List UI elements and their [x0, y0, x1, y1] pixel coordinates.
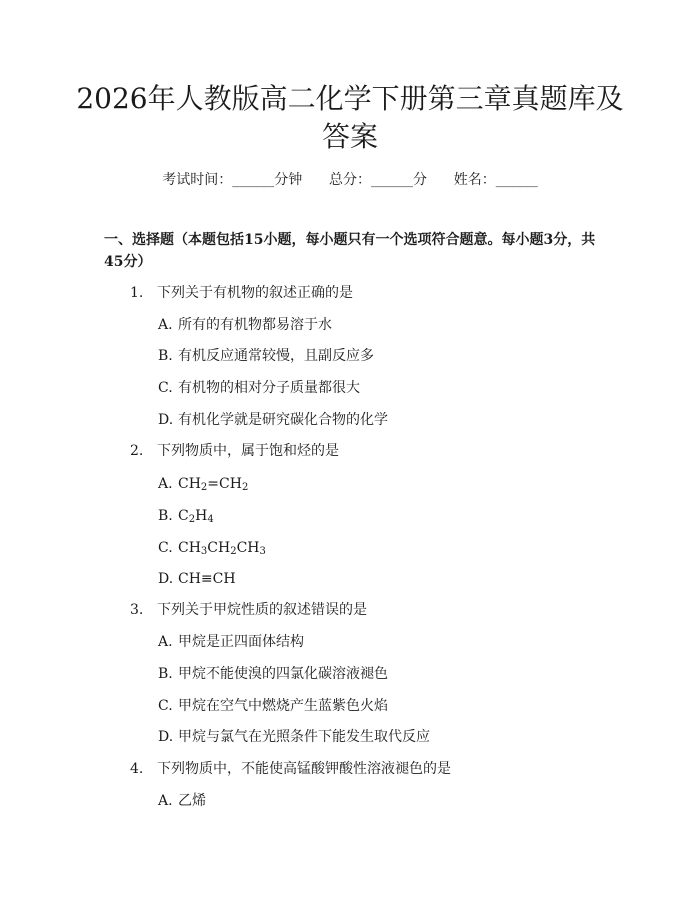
question-4-option-a [158, 791, 608, 811]
question-3-option-a [158, 632, 608, 652]
question-number: 3. [130, 602, 144, 618]
option-letter: C. [158, 380, 173, 396]
question-1-option-a [158, 315, 608, 335]
formula-subscript: 2 [188, 514, 196, 525]
option-text: 有机化学就是研究碳化合物的化学 [178, 412, 388, 428]
formula-subscript: 2 [230, 546, 237, 557]
question-3-option-d [158, 727, 608, 747]
formula-text: CH [236, 540, 260, 556]
question-2-option-b [158, 506, 608, 526]
question-stem: 下列物质中，不能使高锰酸钾酸性溶液褪色的是 [157, 761, 451, 777]
option-letter: D. [158, 729, 174, 745]
option-letter: B. [158, 348, 173, 364]
formula-text: CH [178, 476, 201, 492]
question-number: 4. [130, 761, 144, 777]
option-formula [178, 476, 248, 492]
formula-text: H [195, 508, 208, 524]
formula-subscript: 2 [241, 482, 249, 493]
question-2-option-d [158, 569, 608, 589]
formula-text: CH≡CH [178, 571, 236, 587]
exam-meta-line: 考试时间：______分钟 总分：______分 姓名：______ [162, 172, 538, 188]
option-text: 所有的有机物都易溶于水 [178, 317, 332, 333]
option-letter: A. [158, 634, 173, 650]
question-3 [130, 600, 610, 620]
option-letter: C. [158, 540, 173, 556]
option-text: 乙烯 [178, 793, 206, 809]
option-letter: B. [158, 666, 173, 682]
title-line-2: 答案 [321, 120, 378, 153]
title-line-1: 2026年人教版高二化学下册第三章真题库及 [76, 82, 624, 115]
section-heading: 一、选择题（本题包括15小题，每小题只有一个选项符合题意。每小题3分，共45分） [104, 232, 596, 270]
question-stem: 下列关于有机物的叙述正确的是 [157, 285, 353, 301]
question-1-option-c [158, 378, 608, 398]
question-1 [130, 283, 610, 303]
question-stem: 下列关于甲烷性质的叙述错误的是 [157, 602, 367, 618]
option-letter: A. [158, 317, 173, 333]
option-text: 甲烷在空气中燃烧产生蓝紫色火焰 [178, 698, 388, 714]
formula-text: CH [178, 540, 201, 556]
option-text: 有机反应通常较慢，且副反应多 [178, 348, 374, 364]
option-text: 甲烷是正四面体结构 [178, 634, 304, 650]
question-3-option-c [158, 696, 608, 716]
formula-subscript: 4 [207, 514, 214, 525]
formula-subscript: 3 [200, 546, 208, 557]
question-1-option-b [158, 346, 608, 366]
option-text: 甲烷不能使溴的四氯化碳溶液褪色 [178, 666, 388, 682]
question-number: 1. [130, 285, 144, 301]
question-stem: 下列物质中，属于饱和烃的是 [157, 443, 339, 459]
question-4 [130, 759, 610, 779]
question-2-option-a [158, 474, 608, 494]
option-letter: B. [158, 508, 173, 524]
option-text: 有机物的相对分子质量都很大 [178, 380, 360, 396]
option-letter: D. [158, 571, 174, 587]
option-letter: C. [158, 698, 173, 714]
option-formula [178, 508, 214, 524]
document-title [60, 80, 640, 156]
option-formula [178, 571, 236, 587]
question-2 [130, 441, 610, 461]
formula-text: C [178, 508, 189, 524]
option-formula [178, 540, 266, 556]
question-3-option-b [158, 664, 608, 684]
question-1-option-d [158, 410, 608, 430]
formula-text: =CH [207, 476, 242, 492]
option-text: 甲烷与氯气在光照条件下能发生取代反应 [178, 729, 430, 745]
question-number: 2. [130, 443, 144, 459]
option-letter: A. [158, 476, 173, 492]
formula-text: CH [207, 540, 231, 556]
option-letter: A. [158, 793, 173, 809]
formula-subscript: 3 [259, 546, 266, 557]
formula-subscript: 2 [200, 482, 208, 493]
question-2-option-c [158, 538, 608, 558]
option-letter: D. [158, 412, 174, 428]
